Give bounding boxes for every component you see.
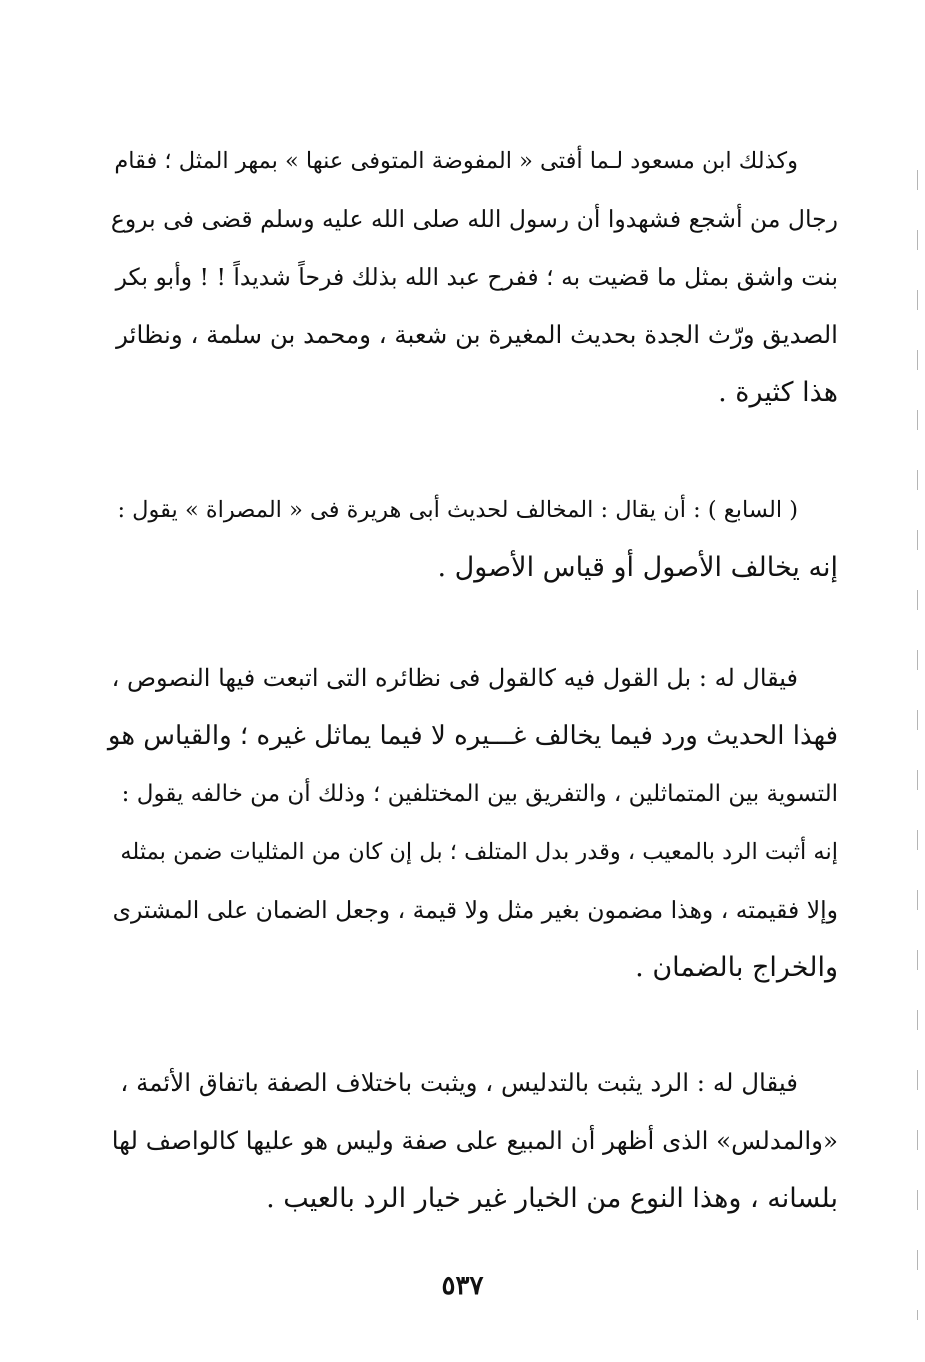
text-line: إنه يخالف الأصول أو قياس الأصول . <box>437 552 838 583</box>
text-line: والخراج بالضمان . <box>635 952 838 983</box>
paragraph-reply-analogy <box>108 649 838 997</box>
text-line: رجال من أشجع فشهدوا أن رسول الله صلى الله عليه وسلم قضى فى بروع <box>110 205 838 233</box>
text-line: «والمدلس» الذى أظهر أن المبيع على صفة وليس هو عليها كالواصف لها <box>111 1126 838 1155</box>
paragraph-reply-tadlis <box>108 1054 838 1228</box>
text-line: فيقال له : بل القول فيه كالقول فى نظائره التى اتبعت فيها النصوص ، <box>111 664 798 692</box>
text-line: التسوية بين المتماثلين ، والتفريق بين المختلفين ؛ وذلك أن من خالفه يقول : <box>121 781 838 807</box>
paragraph-ibn-masud <box>108 132 838 422</box>
text-line: إنه أثبت الرد بالمعيب ، وقدر بدل المتلف ؛ بل إن كان من المثليات ضمن بمثله <box>120 839 838 865</box>
page-edge-rule <box>917 170 918 1320</box>
text-line: وإلا فقيمته ، وهذا مضمون بغير مثل ولا قيمة ، وجعل الضمان على المشترى <box>112 896 838 924</box>
text-line: هذا كثيرة . <box>718 377 838 408</box>
text-line: فيقال له : الرد يثبت بالتدليس ، ويثبت باختلاف الصفة باتفاق الأئمة ، <box>120 1068 798 1097</box>
text-line: بنت واشق بمثل ما قضيت به ؛ ففرح عبد الله بذلك فرحاً شديداً ! ! وأبو بكر <box>115 263 838 291</box>
paragraph-seventh <box>108 481 838 597</box>
text-line: ( السابع ) : أن يقال : المخالف لحديث أبى هريرة فى « المصراة » يقول : <box>117 497 798 523</box>
text-line: فهذا الحديث ورد فيما يخالف غـــيره لا فيما يماثل غيره ؛ والقياس هو <box>107 721 838 751</box>
text-line: الصديق ورّث الجدة بحديث المغيرة بن شعبة ، ومحمد بن سلمة ، ونظائر <box>116 320 838 349</box>
text-line: بلسانه ، وهذا النوع من الخيار غير خيار الرد بالعيب . <box>266 1183 838 1214</box>
text-line: وكذلك ابن مسعود لـما أفتى « المفوضة المتوفى عنها » بمهر المثل ؛ فقام <box>114 148 798 174</box>
page-number: ٥٣٧ <box>441 1271 484 1301</box>
